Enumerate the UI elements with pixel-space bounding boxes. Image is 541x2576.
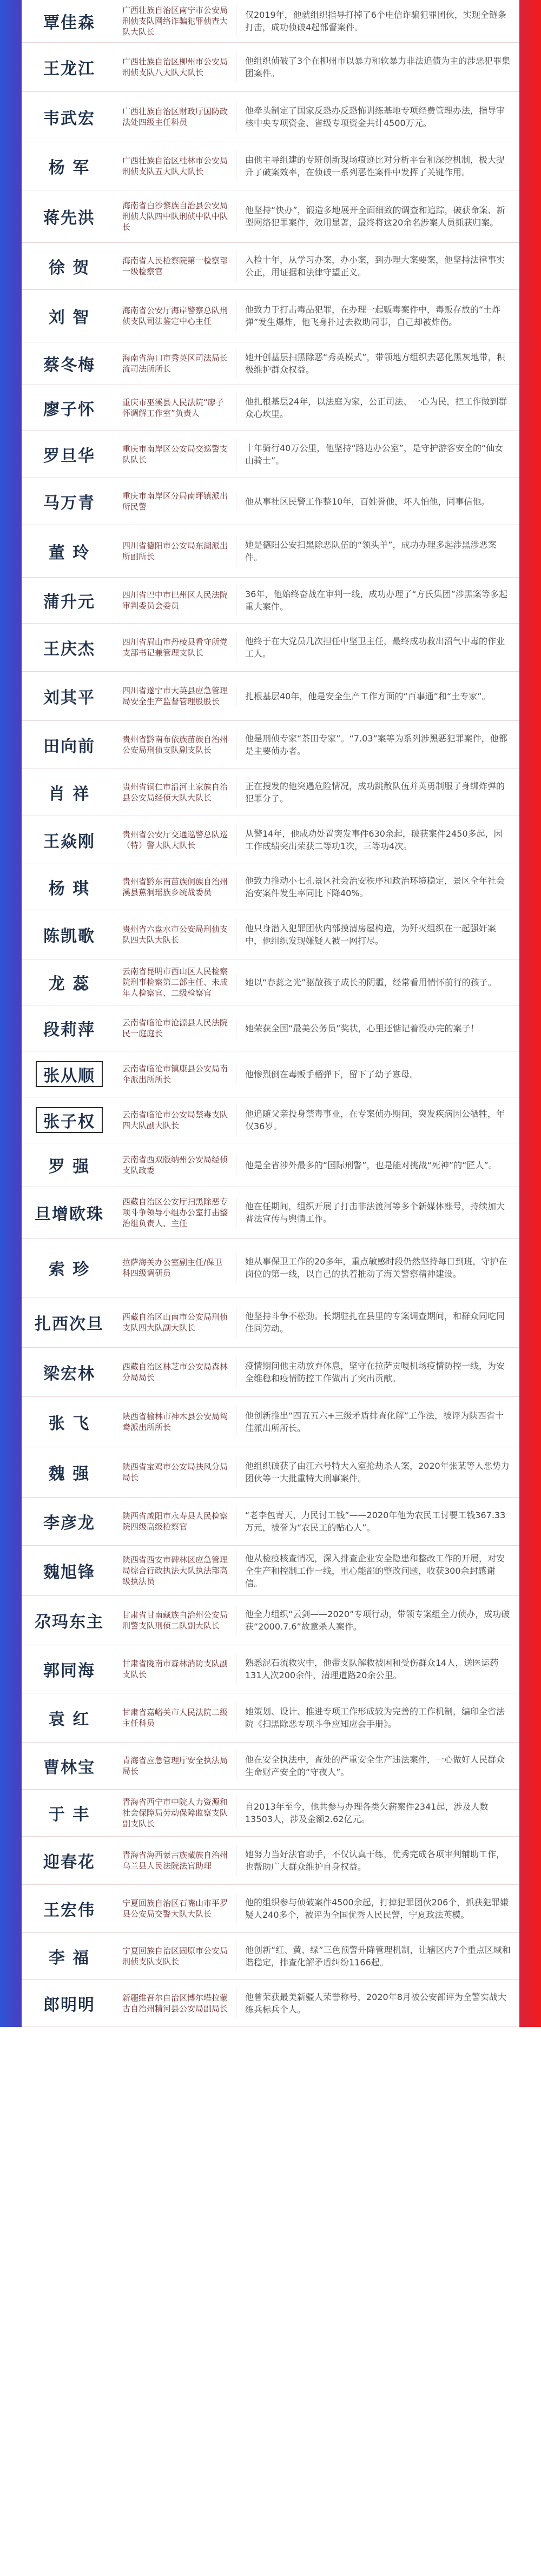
honoree-name [22,1837,117,1884]
honoree-name [22,431,117,478]
honoree-deed: 他终于在大党员几次担任中坚卫主任，最终成功救出沼气中毒的作业工人。 [236,632,519,663]
honoree-unit: 云南省临沧市公安局禁毒支队四大队副大队长 [122,1110,228,1130]
honoree-name-text: 扎西次旦 [35,1315,104,1334]
honoree-deed: 他坚持斗争不松劲。长期驻扎在县里的专案调查期间，和群众同吃同住同劳动。 [236,1307,519,1338]
honoree-name [22,290,117,342]
honoree-unit: 宁夏回族自治区固原市公安局刑侦支队支队长 [122,1946,228,1966]
table-row [22,1051,519,1097]
honoree-deed: 他从检疫核查情况，深入排查企业安全隐患和整改工作的开展，对安全生产和控制工作一线，重心能部的整改问题，收获300余封感谢信。 [236,1549,519,1593]
table-row [22,1297,519,1348]
honoree-deed: 他致力于打击毒品犯罪，在办理一起贩毒案件中，毒贩存放的“土炸弹”发生爆炸，他飞身扑过去救助同事，自己却被炸伤。 [236,300,519,332]
honoree-unit: 重庆市南岸区分局南坪镇派出所民警 [122,491,228,512]
honoree-unit: 广西壮族自治区桂林市公安局刑侦支队五大队大队长 [122,156,228,176]
table-row [22,142,519,190]
honoree-name [22,1596,117,1645]
honoree-unit: 四川省眉山市丹棱县看守所党支部书记兼管理支队长 [122,637,228,658]
honoree-name [22,864,117,910]
table-row [22,1348,519,1397]
honoree-unit: 陕西省咸阳市永寿县人民检察院四级高级检察官 [122,1511,228,1532]
table-row [22,769,519,816]
honoree-name [22,1297,117,1347]
honoree-name [22,1397,117,1447]
honoree-name [22,959,117,1005]
table-row [22,1005,519,1051]
honoree-name-text: 刘 智 [48,308,90,327]
table-row [22,1645,519,1693]
table-row [22,342,519,385]
honoree-unit: 陕西省西安市碑林区应急管理局综合行政执法大队执法部高级执法员 [122,1555,228,1586]
honoree-name [22,1933,117,1979]
table-row [22,624,519,672]
honoree-name [22,525,117,577]
table-row [22,243,519,290]
honoree-name [22,1790,117,1836]
table-row [22,1187,519,1239]
honoree-name-text: 魏 强 [48,1465,90,1484]
honoree-name-text: 梁宏林 [43,1365,95,1383]
honoree-unit: 云南省临沧市沧源县人民法院民一庭庭长 [122,1018,228,1038]
honoree-name-text: 田向前 [43,737,95,756]
honoree-name-text: 徐 贺 [48,259,90,277]
honoree-deed: 36年，他始终奋战在审判一线，成功办理了“方氏集团”涉黑案等多起重大案件。 [236,585,519,616]
honoree-unit: 四川省德阳市公安局东湖派出所副所长 [122,541,228,561]
honoree-unit: 青海省西宁市中院人力资源和社会保障局劳动保障监察支队副支队长 [122,1797,228,1829]
honoree-unit: 西藏自治区林芝市公安局森林分局局长 [122,1362,228,1382]
table-row [22,578,519,624]
honoree-unit: 拉萨海关办公室副主任/保卫科四级调研员 [122,1257,223,1278]
honoree-name-text: 王焱刚 [43,832,95,851]
honoree-deed: 她策划、设计、推进专项工作形成较为完善的工作机制，编印全省法院《扫黑除恶专项斗争应知应会手册》。 [236,1702,519,1733]
honoree-deed: 正在搜发的他突遇危险情况，成功跳散队伍并英勇制服了身绑炸弹的犯罪分子。 [236,777,519,808]
honoree-name-text: 尕玛东主 [35,1613,104,1632]
honoree-unit: 海南省人民检察院第一检察部一级检察官 [122,256,228,276]
table-row [22,1980,519,2027]
honoree-deed: 熟悉泥石流救灾中，他带支队解救被困和受伤群众14人，送医运药131人次200余件，清理道路20余公里。 [236,1653,519,1685]
honoree-name-text: 蔡冬梅 [43,356,95,375]
honoree-table [22,0,519,2027]
honoree-name-text: 张从顺 [36,1061,103,1087]
table-row [22,1693,519,1743]
honoree-unit: 海南省海口市秀英区司法局长流司法所所长 [122,353,228,374]
honoree-deed: 他曾荣获最美新疆人荣誉称号，2020年8月被公安部评为全警实战大练兵标兵个人。 [236,1988,519,2019]
honoree-name [22,92,117,142]
table-row [22,478,519,525]
honoree-name [22,1885,117,1932]
honoree-deed: 他扎根基层24年，以法庭为家，公正司法、一心为民，把工作做到群众心坎里。 [236,392,519,423]
honoree-name-text: 龙 蕊 [48,975,90,994]
table-row [22,1790,519,1837]
table-row [22,721,519,769]
honoree-name [22,910,117,959]
honoree-name-text: 袁 红 [48,1710,90,1729]
honoree-unit: 四川省遂宁市大英县应急管理局安全生产监督管理股股长 [122,686,228,706]
honoree-name-text: 索 珍 [48,1260,90,1279]
honoree-unit: 重庆市南岸区公安局交巡警支队队长 [122,444,228,465]
honoree-deed: 他创新推出“四五五六+三级矛盾排查化解”工作法，被评为陕西省十佳派出所所长。 [236,1406,519,1438]
honoree-name [22,243,117,289]
honoree-name [22,1980,117,2027]
honoree-deed: 自2013年至今，他共参与办理各类欠薪案件2341起，涉及人数13503人，涉及金额2.62亿元。 [236,1797,519,1829]
honoree-name [22,721,117,769]
honoree-unit: 云南省临沧市镇康县公安局南伞派出所所长 [122,1064,228,1084]
honoree-name-text: 陈凯歌 [43,927,95,946]
honoree-unit: 贵州省公安厅交通巡警总队巡（特）警大队大队长 [122,830,228,850]
table-row [22,816,519,864]
honoree-deed: 他致力推动小七孔景区社会治安秩序和政治环境稳定，景区全年社会治安案件发生率同比下降40%。 [236,871,519,903]
honoree-deed: 他是全省涉外最多的“国际刑警”，也是能对挑战“死神”的“匠人”。 [236,1156,519,1175]
honoree-unit: 广西壮族自治区柳州市公安局刑侦支队八大队大队长 [122,57,228,77]
honoree-unit: 贵州省六盘水市公安局刑侦支队四大队大队长 [122,924,228,945]
honoree-name [22,342,117,385]
honoree-name-text: 肖 祥 [48,785,90,804]
honoree-name-text: 覃佳森 [43,14,95,32]
honoree-name-text: 王庆杰 [43,640,95,659]
honoree-unit: 云南省西双版纳州公安局经侦支队政委 [122,1155,228,1175]
honoree-name-text: 郎明明 [43,1996,95,2015]
honoree-deed: 她是德阳公安扫黑除恶队伍的“领头羊”，成功办理多起涉黑涉恶案件。 [236,535,519,567]
honoree-unit: 西藏自治区公安厅扫黑除恶专项斗争领导小组办公室打击整治组负责人、主任 [122,1197,228,1228]
honoree-name [22,672,117,720]
honoree-unit: 四川省巴中市巴州区人民法院审判委员会委员 [122,590,228,611]
honoree-unit: 陕西省榆林市神木县公安局鸳鸯派出所所长 [122,1412,228,1432]
table-row [22,525,519,578]
honoree-deed: 疫情期间他主动放弃休息，坚守在拉萨贡嘎机场疫情防控一线，为安全维稳和疫情防控工作做出了突出贡献。 [236,1356,519,1388]
table-row [22,1546,519,1596]
honoree-deed: 他只身潜入犯罪团伙内部摸清房屋构造，为歼灭组织在一起强奸案中，他组织发现嫌疑人被一网打尽。 [236,919,519,950]
honoree-name-text: 魏旭锋 [43,1563,95,1582]
honoree-deed: 他从事社区民警工作整10年，百姓誉他，坏人怕他，同事信他。 [236,492,519,511]
honoree-name-text: 罗 强 [48,1157,90,1176]
honoree-name-text: 王宏伟 [43,1901,95,1920]
honoree-name-text: 蒋先洪 [43,209,95,228]
table-row [22,431,519,478]
honoree-name [22,1693,117,1742]
honoree-unit: 海南省公安厅海岸警察总队刑侦支队司法鉴定中心主任 [122,306,228,326]
honoree-deed: 她努力当好法官助手，不仅认真干练，优秀完成各项审判辅助工作，也帮助广大群众维护自身权益。 [236,1845,519,1876]
honoree-deed: 他是刑侦专家“茶田专家”。“7.03”案等为系列涉黑恶犯罪案件，他都是主要侦办者。 [236,729,519,760]
honoree-name [22,0,117,42]
table-row [22,1239,519,1297]
honoree-deed: “老李包青天，力民讨工钱”——2020年他为农民工讨要工钱367.33万元，被誉为“农民工的贴心人”。 [236,1506,519,1537]
honoree-name-text: 曹林宝 [43,1758,95,1777]
honoree-name-text: 马万青 [43,494,95,513]
honoree-unit: 新疆维吾尔自治区博尔塔拉蒙古自治州精河县公安局副局长 [122,1993,228,2014]
table-row [22,1837,519,1885]
honoree-unit: 甘肃省甘南藏族自治州公安局刑警支队刑侦二队副大队长 [122,1610,228,1631]
honoree-name [22,43,117,91]
honoree-name [22,385,117,431]
honoree-name-text: 蒲升元 [43,593,95,612]
honoree-unit: 甘肃省嘉峪关市人民法院二级主任科员 [122,1707,228,1728]
table-row [22,1596,519,1645]
honoree-deed: 他组织侦破了3个在柳州市以暴力和软暴力非法追债为主的涉恶犯罪集团案件。 [236,51,519,83]
honoree-name [22,1143,117,1187]
honoree-unit: 贵州省铜仁市沿河土家族自治县公安局经侦大队大队长 [122,782,228,803]
honoree-name-text: 于 丰 [48,1805,90,1824]
honoree-name-text: 迎春花 [43,1853,95,1872]
honoree-name [22,1348,117,1396]
table-row [22,290,519,342]
table-row [22,1143,519,1187]
table-row [22,864,519,910]
honoree-deed: 他坚持“快办”，锻造多地展开全面细致的调查和追踪，破获命案、新型网络犯罪案件，效用显著，最终将这20余名涉案人员抓获归案。 [236,201,519,232]
honoree-name [22,1239,117,1297]
honoree-unit: 海南省白沙黎族自治县公安局刑侦大队四中队刑侦中队中队长 [122,201,228,232]
table-row [22,1397,519,1447]
table-row [22,910,519,959]
honoree-unit: 广西壮族自治区财政厅国防政法处四级主任科员 [122,107,228,127]
honoree-unit: 青海省应急管理厅安全执法局局长 [122,1756,228,1776]
table-row [22,43,519,92]
honoree-name-text: 杨 琪 [48,879,90,898]
left-border-bar [0,0,22,2027]
honoree-name-text: 韦武宏 [43,109,95,128]
honoree-unit: 宁夏回族自治区石嘴山市平罗县公安局交警大队大队长 [122,1898,228,1919]
honoree-unit: 贵州省黔东南苗族侗族自治州溪县蕉洞瑶族乡统战委员 [122,877,228,897]
honoree-deed: 从警14年，他成功处置突发事件630余起，破获案件2450多起，因工作成绩突出荣获二等功1次，三等功4次。 [236,824,519,856]
honoree-name-text: 郭同海 [43,1661,95,1680]
honoree-name [22,1645,117,1693]
table-row [22,959,519,1005]
honoree-name [22,190,117,242]
honoree-deed: 他惨烈倒在毒贩手榴弹下，留下了幼子寡母。 [236,1065,519,1084]
honoree-name [22,1097,117,1143]
table-row [22,0,519,43]
honoree-deed: 他在安全执法中，查处的严重安全生产违法案件，一心做好人民群众生命财产安全的“守夜人”。 [236,1750,519,1782]
honoree-deed: 他创新“红、黄、绿”三色预警升降管理机制，让辖区内7个重点区域和谐稳定，排查化解矛盾纠纷1166起。 [236,1941,519,1972]
honoree-name [22,816,117,864]
honoree-deed: 十年骑行40万公里，他坚持“路边办公室”，是守护游客安全的“仙女山骑士”。 [236,439,519,470]
honoree-name-text: 罗旦华 [43,447,95,466]
honoree-deed: 他在任期间，组织开展了打击非法渡河等多个新媒体账号，持续加大普法宣传与舆情工作。 [236,1197,519,1228]
honoree-deed: 他的组织参与侦破案件4500余起，打掉犯罪团伙206个，抓获犯罪嫌疑人240多个，被评为全国优秀人民民警，宁夏政法英模。 [236,1893,519,1924]
honoree-name-text: 董 玲 [48,544,90,562]
honoree-deed: 她荣获全国“最美公务员”奖状，心里还惦记着没办完的案子！ [236,1019,519,1038]
honoree-deed: 她开创基层扫黑除恶“秀英模式”，带领地方组织去恶化黑灰地带，积极维护群众权益。 [236,348,519,379]
right-border-bar [519,0,541,2027]
honoree-name [22,1447,117,1497]
honoree-name-text: 李彦龙 [43,1514,95,1533]
honoree-name-text: 杨 军 [48,158,90,177]
honoree-deed: 入检十年，从学习办案，办小案，到办理大案要案，他坚持法律事实公正，用证据和法律守望正义。 [236,250,519,282]
honoree-deed: 他追随父亲投身禁毒事业，在专案侦办期间，突发疾病因公牺牲，年仅36岁。 [236,1104,519,1136]
honoree-name [22,769,117,816]
table-row [22,1933,519,1980]
table-row [22,385,519,431]
honoree-unit: 甘肃省陇南市森林消防支队副支队长 [122,1659,228,1679]
honoree-name [22,1051,117,1097]
table-row [22,1885,519,1933]
honoree-name [22,1546,117,1595]
honoree-name [22,624,117,671]
table-row [22,672,519,721]
honoree-name-text: 李 福 [48,1949,90,1968]
honoree-unit: 广西壮族自治区南宁市公安局刑侦支队网络诈骗犯罪侦查大队大队长 [122,5,228,37]
honoree-deed: 她以“春蕊之光”驱散孩子成长的阴霾，经常看用情怀前行的孩子。 [236,973,519,992]
honoree-deed: 由他主导组建的专班创新现场痕迹比对分析平台和深挖机制，极大提升了破案效率，在侦破一系列恶性案件中发挥了关键作用。 [236,150,519,182]
honoree-name [22,1498,117,1545]
honoree-name-text: 段莉萍 [43,1021,95,1039]
honoree-name [22,578,117,623]
honoree-unit: 重庆市巫溪县人民法院“廖子怀调解工作室”负责人 [122,398,224,418]
honoree-unit: 贵州省黔南布依族苗族自治州公安局刑侦支队副支队长 [122,734,228,755]
honoree-deed: 他组织破获了由江六号特大入室抢劫杀人案，2020年张某等人恶势力团伙等一大批重特大刑事案件。 [236,1456,519,1488]
table-row [22,190,519,243]
honoree-name-text: 张子权 [36,1107,103,1133]
honoree-name [22,1005,117,1051]
honoree-name [22,142,117,190]
honoree-unit: 青海省海西蒙古族藏族自治州乌兰县人民法院法官助理 [122,1850,228,1871]
honoree-name-text: 刘其平 [43,688,95,707]
table-row [22,1097,519,1143]
honoree-unit: 陕西省宝鸡市公安局扶风分局局长 [122,1462,228,1482]
honoree-name [22,1187,117,1238]
honoree-name-text: 旦增欧珠 [35,1205,104,1224]
table-row [22,1447,519,1498]
honoree-deed: 扎根基层40年，他是安全生产工作方面的“百事通”和“土专家”。 [236,687,519,706]
honoree-deed: 他全力组织“云剑——2020”专项行动，带领专案组全力侦办，成功破获“2000.7.6”故意杀人案件。 [236,1605,519,1636]
honoree-deed: 她从事保卫工作的20多年，重点敏感时段仍然坚持每日到班，守护在岗位的第一线，以自己的执着推动了海关警察精神建设。 [236,1252,519,1283]
table-row [22,1743,519,1790]
honoree-unit: 云南省昆明市西山区人民检察院刑事检察第二部主任、未成年人检察官、二级检察官 [122,966,228,998]
honoree-unit: 西藏自治区山南市公安局刑侦支队四大队副大队长 [122,1312,228,1333]
table-row [22,1498,519,1546]
honoree-name-text: 张 飞 [48,1414,90,1433]
table-row [22,92,519,142]
honoree-name-text: 王龙江 [43,59,95,78]
honoree-name-text: 廖子怀 [43,400,95,419]
honoree-name [22,1743,117,1789]
honoree-name [22,478,117,525]
honoree-deed: 仅2019年，他就组织指导打掉了6个电信诈骗犯罪团伙，实现全链条打击，成功侦破4起部督案件。 [236,5,519,37]
honoree-deed: 他牵头制定了国家反恐办反恐怖训练基地专项经费管理办法，指导审核中央专项资金、省级专项资金共计4500万元。 [236,101,519,133]
